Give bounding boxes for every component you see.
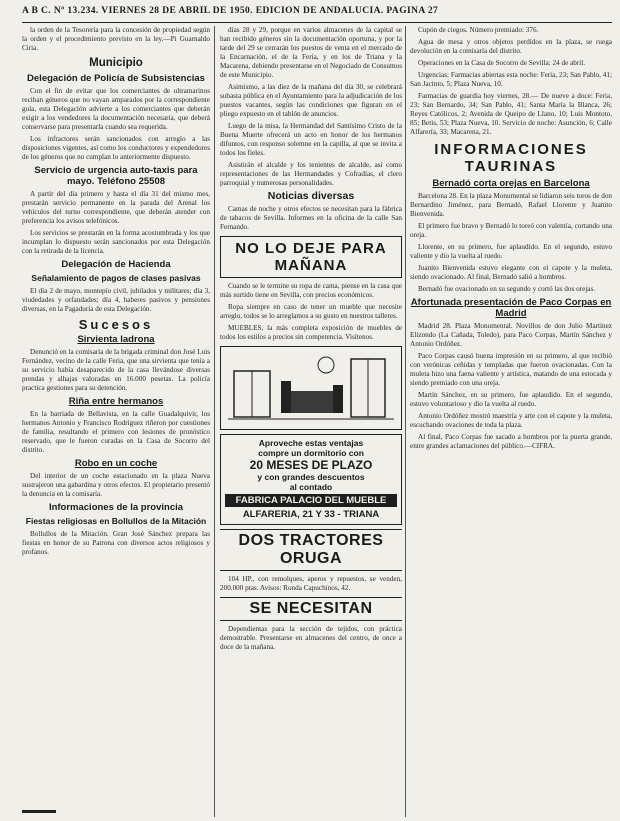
ad-se-necesitan-headline: SE NECESITAN: [220, 597, 402, 621]
article-paragraph: Madrid 28. Plaza Monumental. Novillos de don Julio Martínez Elizondo (La Cañada, Toledo), para Paco Corpas, Martín Sánchez y Antonio Ordóñez.: [410, 322, 612, 348]
article-paragraph: Bernadó fue ovacionado en su segundo y cortó las dos orejas.: [418, 285, 596, 293]
ad-line: compre un dormitorio con: [258, 448, 364, 458]
ad-paragraph: Dependientas para la sección de tejidos, con práctica demostrable. Presentarse en almacenes del centro, de once a doce de la mañana.: [220, 625, 402, 651]
page-footer-mark: [22, 810, 56, 821]
article-paragraph: En la barriada de Bellavista, en la calle Guadalquivir, los hermanos Antonio y Francisco Rodríguez riñeron por cuestiones de familia, resultando el primero con lesiones de pronóstico reservado, que le fueron curadas en la Casa de Socorro del distrito.: [22, 410, 210, 454]
article-paragraph: El primero fue bravo y Bernadó lo toreó con valentía, cortando una oreja.: [410, 222, 612, 239]
taurinas-heading: INFORMACIONES TAURINAS: [434, 141, 588, 175]
provincia-heading: Informaciones de la provincia: [48, 502, 184, 513]
article-paragraph: días 28 y 29, porque en varios almacenes de la capital se han recibido géneros sin la documentación oportuna, y por la tarde del 29 se cerrarán los puestos de venta en el mercado de la Encarnación, el de la Feria, y en los de Triana y la Macarena, debiendo presentarse en el Negociado de Consumos de este Municipio.: [220, 26, 402, 79]
ad-line-emphasis: 20 MESES DE PLAZO: [249, 458, 373, 472]
municipio-heading: Municipio: [89, 57, 143, 69]
hacienda-heading: Delegación de Hacienda: [61, 259, 171, 270]
ad-paragraph: Cuando se le termine su ropa de cama, piense en la casa que más surtido tiene en Sevilla, con precios económicos.: [220, 282, 402, 299]
article-paragraph: Bollullos de la Mitación. Gran José Sánchez prepara las fiestas en honor de su Patrona con diversos actos religiosos y profanos.: [22, 530, 210, 556]
article-paragraph: Urgencias: Farmacias abiertas esta noche: Feria, 23; San Pablo, 41; San Jacinto, 5; Plaza Nueva, 10.: [410, 71, 612, 88]
column-rule-1: [214, 26, 215, 817]
article-paragraph: Luego de la misa, la Hermandad del Santísimo Cristo de la Buena Muerte ofrecerá un acto en honor de los hermanos difuntos, con responso solemne en la capilla, al que se invita a todos los fieles.: [220, 122, 402, 157]
ad-line: Aproveche estas ventajas: [258, 438, 364, 448]
column-rule-2: [405, 26, 406, 817]
article-paragraph: Camas de noche y otros efectos se necesitan para la fábrica de tabacos de Sevilla. Informes en la oficina de la calle San Fernando.: [220, 205, 402, 231]
ad-line: al contado: [289, 482, 333, 492]
article-paragraph: Asistirán el alcalde y los tenientes de alcalde, así como representaciones de las Hermandades y Cofradías, el clero parroquial y numerosas personalidades.: [220, 161, 402, 187]
ad-paragraph: 104 HP., con remolques, aperos y repuestos, se venden, 200.000 ptas. Avisos: Ronda Capuchinos, 42.: [220, 575, 402, 592]
article-paragraph: Antonio Ordóñez mostró maestría y arte con el capote y la muleta, escuchando ovaciones de toda la plaza.: [410, 412, 612, 429]
ad-line: y con grandes descuentos: [257, 472, 365, 482]
column-1: [22, 26, 210, 817]
article-paragraph: Los servicios se prestarán en la forma acostumbrada y los que incumplan lo dispuesto serán sancionados por esta Delegación con la retirada de la licencia.: [22, 229, 210, 255]
page-header: A B C. Nº 13.234. VIERNES 28 DE ABRIL DE 1950. EDICION DE ANDALUCIA. PAGINA 27: [22, 6, 612, 23]
hacienda-subheading: Señalamiento de pagos de clases pasivas: [31, 273, 201, 283]
sucesos-heading: Sucesos: [78, 317, 154, 332]
article-paragraph: El día 2 de mayo, montepío civil, jubilados y militares; día 3, viudedades y orfandades; día 4, haberes pasivos y pensiones diversas, en la Pagaduría de esta Delegación.: [22, 287, 210, 313]
ad-store-name: FABRICA PALACIO DEL MUEBLE: [225, 494, 397, 507]
delegacion-heading: Delegación de Policía de Subsistencias: [27, 73, 205, 84]
ad-tractores-headline: DOS TRACTORES ORUGA: [220, 529, 402, 571]
article-paragraph: Juanito Bienvenida estuvo elegante con el capote y la muleta, siendo ovacionado. Al final, Bernadó salió a hombros.: [410, 264, 612, 281]
fiestas-heading: Fiestas religiosas en Bollullos de la Mitación: [25, 516, 207, 526]
ad-no-lo-deje: [220, 236, 402, 278]
article-paragraph: Agua de mesa y otros objetos perdidos en la plaza, se ruega devolución en la comisaría del distrito.: [410, 38, 612, 55]
bernado-heading: Bernadó corta orejas en Barcelona: [432, 178, 590, 189]
article-paragraph: Cupón de ciegos. Número premiado: 376.: [418, 26, 539, 34]
ad-paragraph: MUEBLES, la más completa exposición de muebles de todos los estilos a precios sin competencia. Visítenos.: [220, 324, 402, 341]
article-paragraph: Con el fin de evitar que los comerciantes de ultramarinos reciban géneros que no vayan amparados por la correspondiente guía, esta Delegación advierte a los comerciantes que deberán exigir a los vendedores la documentación necesaria, que deberá conservarse para presentarla cuando sea requerida.: [22, 87, 210, 131]
ad-palacio-del-mueble: [220, 434, 402, 525]
article-paragraph: Denunció en la comisaría de la brigada criminal don José Luis Fernández, vecino de la calle Feria, que una sirvienta que tenía a su servicio había desaparecido de la casa llevándose diversas prendas y alhajas valoradas en 16.000 pesetas. La policía practica gestiones para su detención.: [22, 348, 210, 392]
article-paragraph: Paco Corpas causó buena impresión en su primero, al que recibió con verónicas ceñidas y templadas que fueron ovacionadas. Con la muleta hizo una faena valiente y artística, matando de una estocada y siendo premiado con una oreja.: [410, 352, 612, 387]
column-2: [220, 26, 402, 817]
article-paragraph: Los infractores serán sancionados con arreglo a las disposiciones vigentes, así como los conductores y expendedores de los géneros que no cumplan lo anteriormente dispuesto.: [22, 135, 210, 161]
sirvienta-heading: Sirvienta ladrona: [77, 334, 155, 345]
ad-paragraph: Ropa siempre en caso de tener un mueble que necesite arreglo, todos se lo arreglamos a su gusto en nuestros talleres.: [220, 303, 402, 320]
ad-address: ALFARERIA, 21 Y 33 - TRIANA: [242, 509, 380, 520]
rina-heading: Riña entre hermanos: [68, 396, 164, 407]
column-3: [410, 26, 612, 817]
article-paragraph: Del interior de un coche estacionado en la plaza Nueva sustrajeron una gabardina y otros efectos. El propietario presentó la denuncia en la comisaría.: [22, 472, 210, 498]
bedroom-furniture-illustration: [226, 351, 396, 425]
article-paragraph: Operaciones en la Casa de Socorro de Sevilla: 24 de abril.: [418, 59, 586, 67]
ad-furniture: [220, 346, 402, 430]
paco-heading: Afortunada presentación de Paco Corpas en Madrid: [410, 297, 612, 319]
robo-heading: Robo en un coche: [74, 458, 158, 469]
servicio-heading: Servicio de urgencia auto-taxis para mayo. Teléfono 25508: [34, 165, 198, 187]
article-paragraph: Farmacias de guardia hoy viernes, 28.— De nueve a doce: Feria, 23; San Bernardo, 34; San Pablo, 41; Santa María la Blanca, 26; Reyes Católicos, 2; Avenida de Queipo de Llano, 10; Luis Montoto, 85; Betis, 53; Plaza Nueva, 10. Servicio de noche: Asunción, 6; Calle Alfarería, 33; Macarena, 21.: [410, 92, 612, 136]
article-paragraph: Asimismo, a las diez de la mañana del día 30, se celebrará subasta pública en el Ayuntamiento para la adjudicación de los puestos vacantes, según las condiciones que figuran en el pliego expuesto en el tablón de anuncios.: [220, 83, 402, 118]
intro-paragraph: la orden de la Tesorería para la concesión de propiedad según la orden y el procedimiento previsto en la ley.—Pi Guarnaldo Ciria.: [22, 26, 210, 52]
noticias-heading: Noticias diversas: [267, 190, 355, 202]
article-paragraph: Llorente, en su primero, fue aplaudido. En el segundo, estuvo valiente y dio la vuelta al ruedo.: [410, 243, 612, 260]
ad-headline: NO LO DEJE PARA MAÑANA: [235, 240, 387, 274]
article-paragraph: A partir del día primero y hasta el día 31 del mismo mes, prestarán servicio permanente en la parada del Arenal los vehículos del turno correspondiente, que deberán atender con preferencia los avisos telefónicos.: [22, 190, 210, 225]
article-paragraph: Barcelona 28. En la plaza Monumental se lidiaron seis toros de don Bernardino Jiménez, para Bernadó, Rafael Llorente y Juanito Bienvenida.: [410, 192, 612, 218]
article-paragraph: Martín Sánchez, en su primero, fue aplaudido. En el segundo, estuvo voluntarioso y dio la vuelta al ruedo.: [410, 391, 612, 408]
article-paragraph: Al final, Paco Corpas fue sacado a hombros por la puerta grande, entre grandes aclamaciones del público.—CIFRA.: [410, 433, 612, 450]
